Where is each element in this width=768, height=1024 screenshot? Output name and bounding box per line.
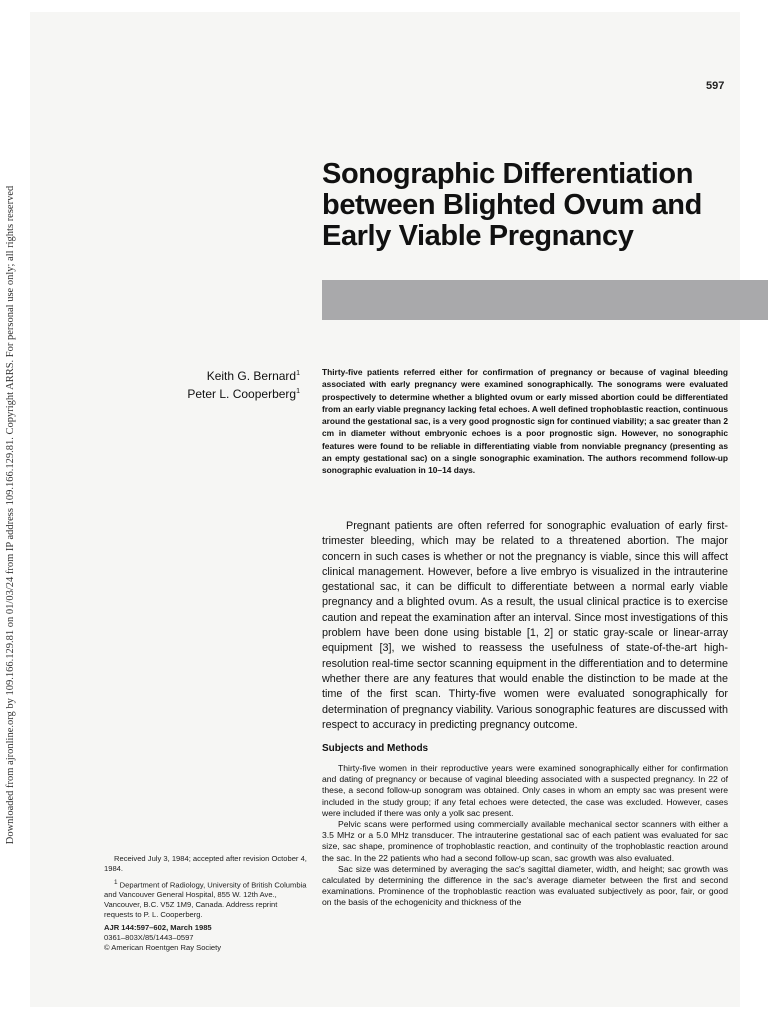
methods-section (322, 763, 728, 909)
footnotes (104, 854, 308, 953)
author-list (130, 366, 300, 402)
author-footnote-mark: 1 (296, 388, 300, 395)
abstract: Thirty-five patients referred either for confirmation of pregnancy or because of vaginal bleeding associated with early pregnancy were examined sonographically. The sonograms were evaluated prospectively to determine whether a blighted ovum or early missed abortion could be differentiated from an early viable pregnancy lacking fetal echoes. A well defined trophoblastic reaction, continuous around the gestational sac, is a very good prognostic sign for continued viability; a sac greater than 2 cm in diameter without embryonic echoes is a poor prognostic sign. However, no sonographic features were found to be reliable in differentiating viable from nonviable pregnancy (presenting as an empty gestational sac) on a single sonographic examination. The authors recommend follow-up sonographic evaluation in 10–14 days. (322, 367, 728, 476)
affiliation-mark: 1 (114, 878, 118, 886)
author (130, 384, 300, 402)
received-date-note: Received July 3, 1984; accepted after revision October 4, 1984. (104, 854, 307, 873)
download-notice: Downloaded from ajronline.org by 109.166.129.81 on 01/03/24 from IP address 109.166.129.81. Copyright ARRS. For personal use only; all rights reserved (5, 185, 16, 845)
introduction-paragraph: Pregnant patients are often referred for sonographic evaluation of early first-trimester bleeding, which may be related to a threatened abortion. The major concern in such cases is whether or not the pregnancy is viable, since this will affect clinical management. However, before a live embryo is visualized in the intrauterine gestational sac, it can be difficult to differentiate between a normal early viable pregnancy and a blighted ovum. As a result, the usual clinical practice is to exercise caution and repeat the examination after an interval. Since most investigations of this problem have been done using bistable [1, 2] or static gray-scale or linear-array equipment [3], we wished to reassess the usefulness of state-of-the-art high-resolution real-time sector scanning equipment in the differentiation and to determine whether there are any features that would enable the distinction to be made at the time of the first scan. Thirty-five women were evaluated sonographically for determination of pregnancy viability. Various sonographic features are discussed with respect to accuracy in predicting pregnancy outcome. (322, 520, 728, 731)
methods-paragraph: Thirty-five women in their reproductive years were examined sonographically either for confirmation and dating of pregnancy or because of vaginal bleeding associated with a suspected pregnancy. In 22 of these, a second follow-up sonogram was obtained. Only cases in whom an empty sac was present were included in the study group; if any fetal echoes were detected, the case was excluded. However, cases were included if there was only a yolk sac present. (322, 763, 728, 818)
journal-page (30, 12, 740, 1007)
author (130, 366, 300, 384)
journal-citation: AJR 144:597–602, March 1985 (104, 923, 212, 933)
page-number: 597 (706, 80, 725, 92)
affiliation-note (104, 878, 308, 920)
section-heading: Subjects and Methods (322, 743, 429, 754)
journal-code: 0361–803X/85/1443–0597 (104, 933, 194, 943)
author-name: Keith G. Bernard (206, 369, 297, 383)
author-name: Peter L. Cooperberg (187, 387, 297, 401)
author-footnote-mark: 1 (296, 370, 300, 377)
article-title: Sonographic Differentiation between Blighted Ovum and Early Viable Pregnancy (322, 158, 702, 252)
title-band (322, 280, 768, 320)
affiliation-text: Department of Radiology, University of British Columbia and Vancouver General Hospital, 855 W. 12th Ave., Vancouver, B.C. V5Z 1M9, Canada. Address reprint requests to P. L. Cooperberg. (104, 880, 307, 919)
methods-paragraph: Sac size was determined by averaging the sac's sagittal diameter, width, and height; sac growth was calculated by determining the difference in the sac's average diameter between the first and second examinations. Prominence of the trophoblastic reaction was evaluated subjectively as poor, fair, or good on the basis of the echogenicity and thickness of the (322, 863, 728, 908)
copyright-note: © American Roentgen Ray Society (104, 942, 222, 952)
methods-paragraph: Pelvic scans were performed using commercially available mechanical sector scanners with either a 3.5 MHz or a 5.0 MHz transducer. The intrauterine gestational sac of each patient was evaluated for sac size, sac shape, prominence of trophoblastic reaction, and continuity of the trophoblastic reaction around the sac. In the 22 patients who had a second follow-up scan, sac growth was also evaluated. (322, 819, 728, 863)
